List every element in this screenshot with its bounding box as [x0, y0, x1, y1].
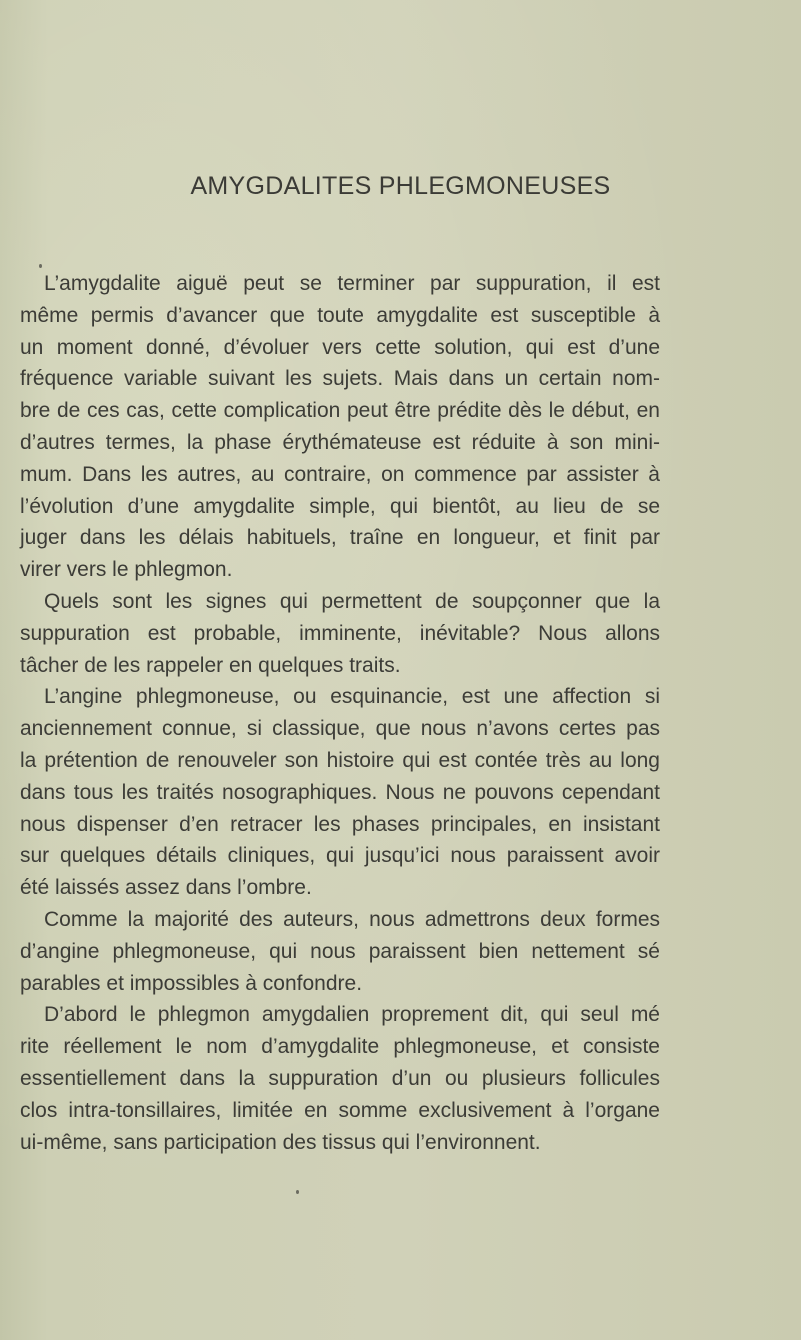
text-line: ui-même, sans participation des tissus qui l’environnent.	[20, 1130, 541, 1154]
text-line: fréquence variable suivant les sujets. Mais dans un certain nom-	[20, 367, 660, 391]
text-line: l’évolution d’une amygdalite simple, qui bientôt, au lieu de se	[20, 494, 660, 518]
text-line: D’abord le phlegmon amygdalien proprement dit, qui seul mé	[44, 1003, 660, 1027]
page-title: AMYGDALITES PHLEGMONEUSES	[190, 172, 611, 200]
paper-speck	[39, 264, 42, 268]
text-line: dans tous les traités nosographiques. Nous ne pouvons cependant	[20, 780, 660, 804]
text-line: d’angine phlegmoneuse, qui nous paraissent bien nettement sé	[20, 939, 660, 963]
text-line: la prétention de renouveler son histoire qui est contée très au long	[20, 748, 660, 772]
text-line: parables et impossibles à confondre.	[20, 971, 363, 995]
body-text	[20, 268, 660, 1158]
text-line: Comme la majorité des auteurs, nous admettrons deux formes	[44, 907, 660, 931]
text-line: L’amygdalite aiguë peut se terminer par suppuration, il est	[44, 272, 660, 295]
text-line: un moment donné, d’évoluer vers cette solution, qui est d’une	[20, 335, 660, 359]
text-line: Quels sont les signes qui permettent de soupçonner que la	[44, 589, 660, 613]
text-line: rite réellement le nom d’amygdalite phlegmoneuse, et consiste	[20, 1035, 660, 1059]
text-line: même permis d’avancer que toute amygdalite est susceptible à	[20, 303, 660, 327]
text-line: suppuration est probable, imminente, inévitable? Nous allons	[20, 621, 660, 645]
text-line: bre de ces cas, cette complication peut être prédite dès le début, en	[20, 399, 660, 423]
text-line: juger dans les délais habituels, traîne en longueur, et finit par	[20, 526, 660, 550]
text-line: virer vers le phlegmon.	[20, 558, 233, 582]
text-line: sur quelques détails cliniques, qui jusqu’ici nous paraissent avoir	[20, 844, 660, 868]
text-line: essentiellement dans la suppuration d’un ou plusieurs follicules	[20, 1066, 660, 1090]
text-line: anciennement connue, si classique, que nous n’avons certes pas	[20, 717, 660, 741]
text-line: L’angine phlegmoneuse, ou esquinancie, est une affection si	[44, 685, 660, 709]
text-line: nous dispenser d’en retracer les phases principales, en insistant	[20, 812, 660, 836]
paper-speck	[296, 1190, 299, 1194]
text-line: été laissés assez dans l’ombre.	[20, 876, 312, 900]
text-line: tâcher de les rappeler en quelques traits.	[20, 653, 401, 677]
text-line: d’autres termes, la phase érythémateuse est réduite à son mini-	[20, 430, 660, 454]
text-line: mum. Dans les autres, au contraire, on commence par assister à	[20, 462, 660, 486]
text-line: clos intra-tonsillaires, limitée en somme exclusivement à l’organe	[20, 1098, 660, 1122]
